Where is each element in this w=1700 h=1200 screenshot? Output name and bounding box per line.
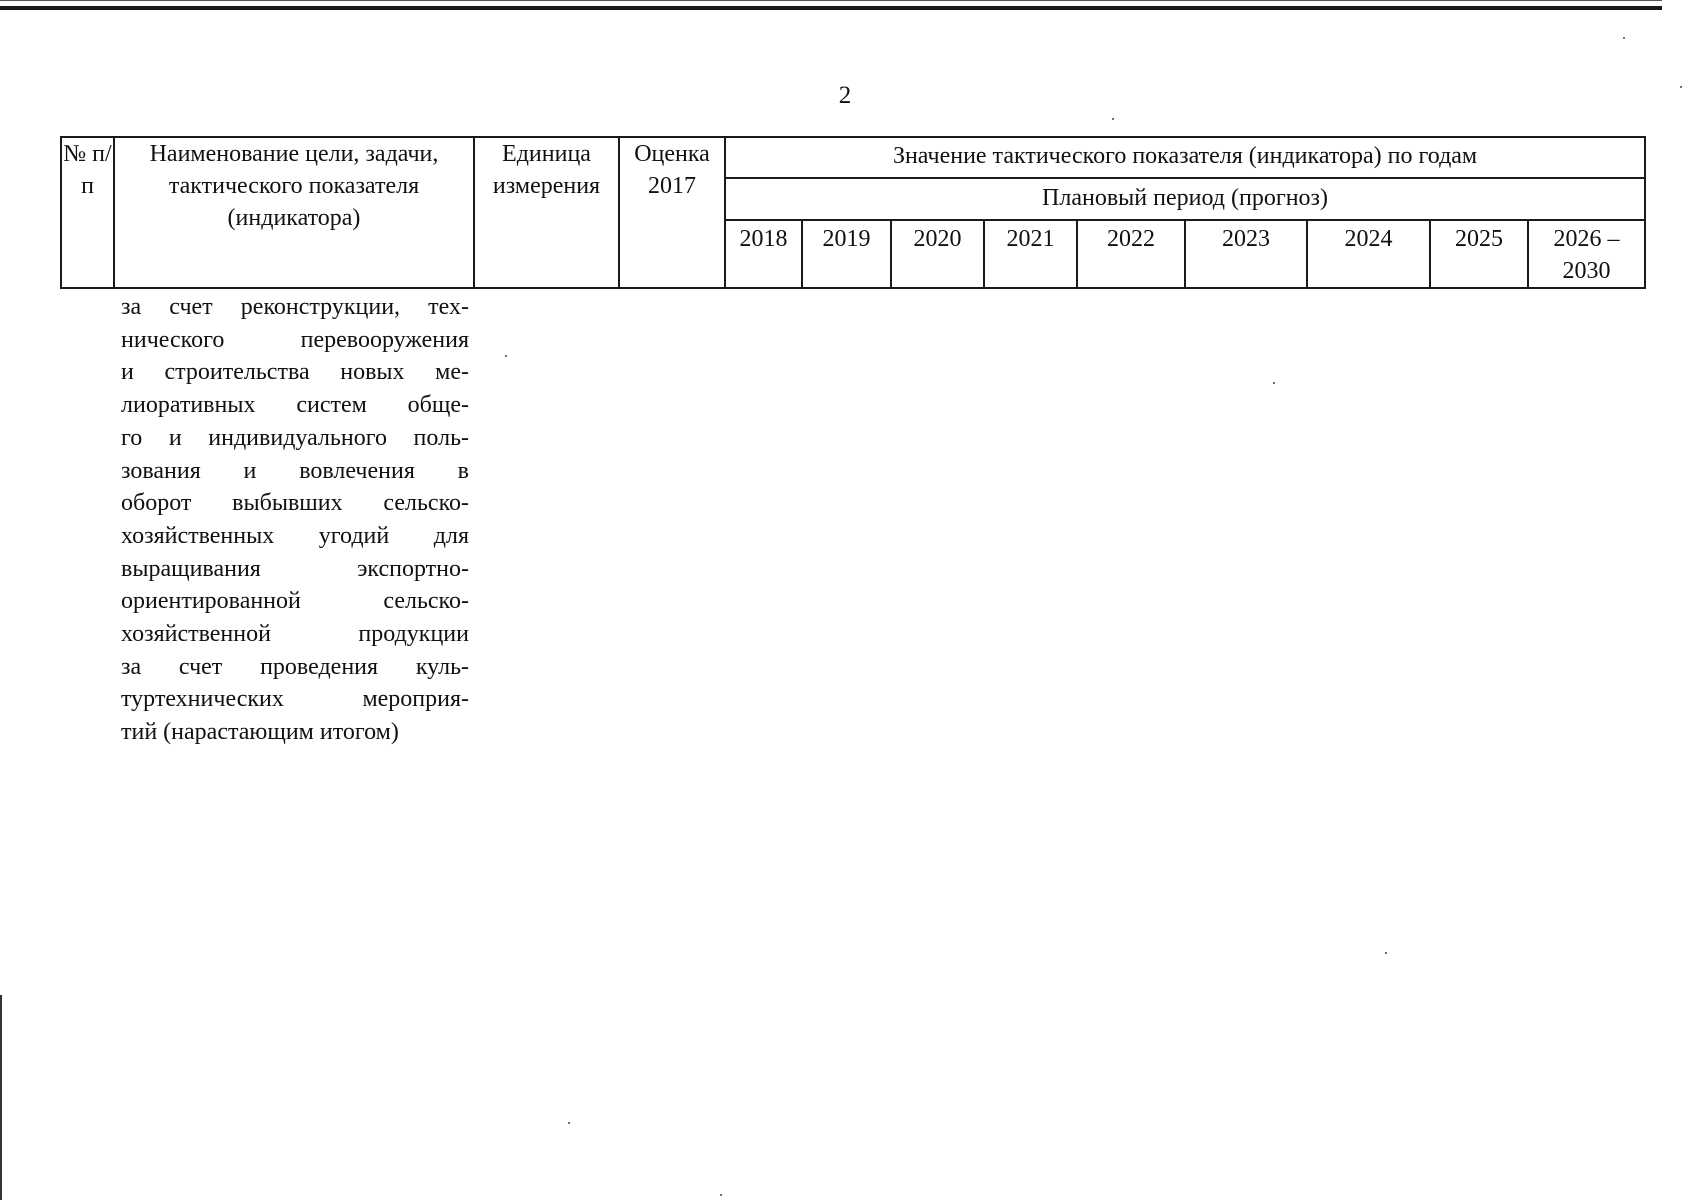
text-line: ориентированной сельско- [121, 588, 469, 615]
text-line: за счет реконструкции, тех- [121, 294, 469, 320]
header-year-cell: 2026 – 2030 [1528, 220, 1645, 288]
text-line: и строительства новых ме- [121, 359, 469, 386]
text-line: за счет проведения куль- [121, 653, 469, 680]
indicator-description [121, 291, 469, 749]
indicator-table-header [60, 136, 1646, 289]
scan-speck [1680, 86, 1682, 88]
top-border-rule [0, 6, 1662, 10]
text-line: тий (нарастающим итогом) [121, 719, 399, 746]
text-line: го и индивидуального поль- [121, 424, 469, 451]
header-group-title: Значение тактического показателя (индикатора) по годам [725, 137, 1645, 178]
text-line: выращивания экспортно- [121, 555, 469, 582]
scan-speck [505, 355, 507, 357]
text-line: туртехнических мероприя- [121, 686, 469, 713]
scan-speck [720, 1194, 722, 1196]
scan-speck [1112, 118, 1114, 120]
header-cell-unit: Единица измерения [474, 137, 619, 288]
header-year-cell: 2021 [984, 220, 1077, 288]
header-year-cell: 2020 [891, 220, 984, 288]
scan-speck [1385, 952, 1387, 954]
text-line: хозяйственной продукции [121, 621, 469, 648]
header-cell-estimate: Оценка 2017 [619, 137, 725, 288]
text-line: нического перевооружения [121, 326, 469, 353]
scan-speck [568, 1122, 570, 1124]
scan-speck [1273, 382, 1275, 384]
header-year-cell: 2022 [1077, 220, 1185, 288]
left-scan-edge [0, 995, 2, 1200]
header-cell-number: № п/п [61, 137, 114, 288]
text-line: зования и вовлечения в [121, 457, 469, 484]
header-year-cell: 2025 [1430, 220, 1528, 288]
scan-speck [1623, 37, 1625, 39]
header-year-cell: 2019 [802, 220, 891, 288]
header-cell-name: Наименование цели, задачи, тактического показателя (индикатора) [114, 137, 474, 288]
text-line: оборот выбывших сельско- [121, 490, 469, 517]
header-year-cell: 2024 [1307, 220, 1430, 288]
header-year-cell: 2018 [725, 220, 802, 288]
text-line: лиоративных систем обще- [121, 392, 469, 419]
page-number: 2 [838, 82, 852, 109]
scan-edge-line [0, 0, 1662, 1]
header-subgroup-title: Плановый период (прогноз) [725, 178, 1645, 220]
header-year-cell: 2023 [1185, 220, 1307, 288]
text-line: хозяйственных угодий для [121, 522, 469, 549]
